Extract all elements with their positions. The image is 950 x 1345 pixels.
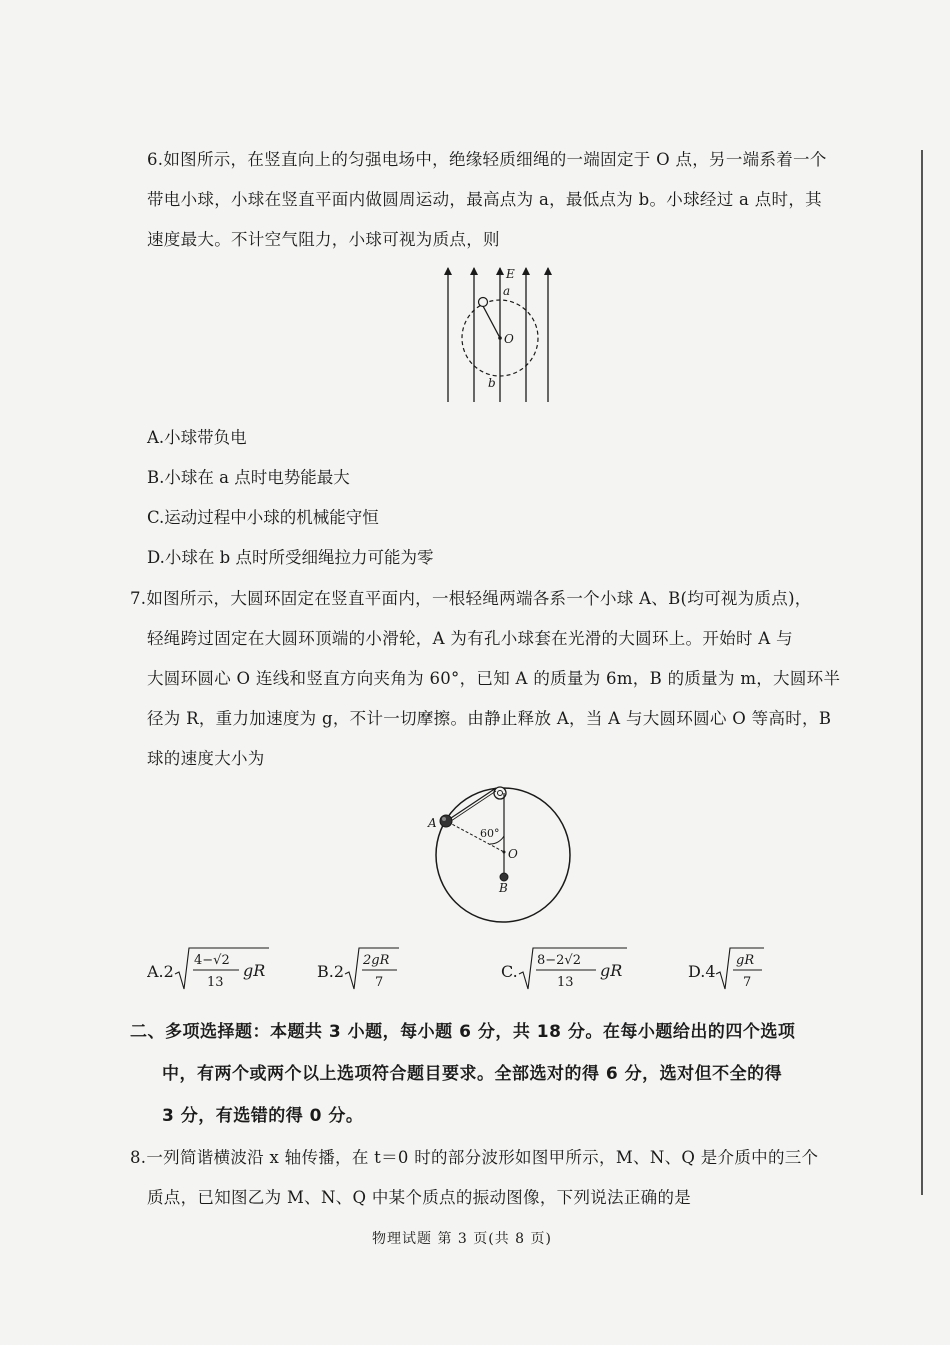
charged-ball xyxy=(479,298,488,307)
q7-line-1: 7.如图所示，大圆环固定在竖直平面内，一根轻绳两端各系一个小球 A、B(均可视为质点)， xyxy=(130,589,812,608)
q6-option-d: D.小球在 b 点时所受细绳拉力可能为零 xyxy=(147,548,434,567)
point-o-label: O xyxy=(504,332,514,346)
section2-line-2: 中，有两个或两个以上选项符合题目要求。全部选对的得 6 分，选对但不全的得 xyxy=(162,1064,783,1084)
q7-ring-figure xyxy=(420,780,580,930)
angle-label: 60° xyxy=(480,827,500,840)
svg-text:B.2: B.2 xyxy=(317,962,345,981)
q6-field-figure xyxy=(430,262,560,407)
q7-line-2: 轻绳跨过固定在大圆环顶端的小滑轮，A 为有孔小球套在光滑的大圆环上。开始时 A 与 xyxy=(147,629,793,648)
svg-text:2gR: 2gR xyxy=(363,953,390,968)
svg-text:7: 7 xyxy=(743,975,752,990)
ball-b-label: B xyxy=(499,881,508,895)
q6-line-2: 带电小球，小球在竖直平面内做圆周运动，最高点为 a，最低点为 b。小球经过 a 点时，其 xyxy=(147,190,822,209)
q8-line-1: 8.一列简谐横波沿 x 轴传播，在 t＝0 时的部分波形如图甲所示，M、N、Q 是介质中的三个 xyxy=(130,1148,819,1167)
svg-text:13: 13 xyxy=(557,975,574,990)
q7-option-d xyxy=(688,944,778,998)
ball-a-label: A xyxy=(428,816,437,830)
q7-line-3: 大圆环圆心 O 连线和竖直方向夹角为 60°，已知 A 的质量为 6m，B 的质量为 m，大圆环半 xyxy=(147,669,841,688)
point-b-label: b xyxy=(488,376,496,390)
svg-text:8−2√2: 8−2√2 xyxy=(537,953,581,968)
svg-text:7: 7 xyxy=(375,975,384,990)
center-o-label: O xyxy=(508,847,518,861)
q8-line-2: 质点，已知图乙为 M、N、Q 中某个质点的振动图像，下列说法正确的是 xyxy=(147,1188,692,1207)
page-footer: 物理试题 第 3 页(共 8 页) xyxy=(372,1231,552,1247)
q6-option-a: A.小球带负电 xyxy=(147,428,247,447)
margin-rule xyxy=(921,150,923,1195)
ball-b xyxy=(500,873,508,881)
q6-line-1: 6.如图所示，在竖直向上的匀强电场中，绝缘轻质细绳的一端固定于 O 点，另一端系着一个 xyxy=(147,150,827,169)
q7-line-4: 径为 R，重力加速度为 g，不计一切摩擦。由静止释放 A，当 A 与大圆环圆心 O 等高时，B xyxy=(147,709,832,728)
section2-line-3: 3 分，有选错的得 0 分。 xyxy=(162,1106,364,1126)
svg-text:13: 13 xyxy=(207,975,224,990)
q7-option-c xyxy=(501,944,641,998)
svg-text:4−√2: 4−√2 xyxy=(194,953,230,968)
svg-text:D.4: D.4 xyxy=(688,962,716,981)
q7-line-5: 球的速度大小为 xyxy=(147,749,265,768)
field-label: E xyxy=(506,267,515,281)
q6-line-3: 速度最大。不计空气阻力，小球可视为质点，则 xyxy=(147,230,500,249)
point-a-label: a xyxy=(503,284,511,298)
ball-a xyxy=(440,815,452,827)
svg-text:gR: gR xyxy=(736,953,755,968)
svg-text:gR: gR xyxy=(600,961,623,980)
svg-text:A.2: A.2 xyxy=(147,962,174,981)
svg-text:gR: gR xyxy=(243,961,266,980)
q6-option-b: B.小球在 a 点时电势能最大 xyxy=(147,468,350,487)
q6-option-c: C.运动过程中小球的机械能守恒 xyxy=(147,508,379,527)
svg-text:C.: C. xyxy=(501,962,518,981)
section2-line-1: 二、多项选择题：本题共 3 小题，每小题 6 分，共 18 分。在每小题给出的四个选项 xyxy=(130,1022,796,1042)
q7-option-a xyxy=(147,944,277,998)
q7-option-b xyxy=(317,944,417,998)
